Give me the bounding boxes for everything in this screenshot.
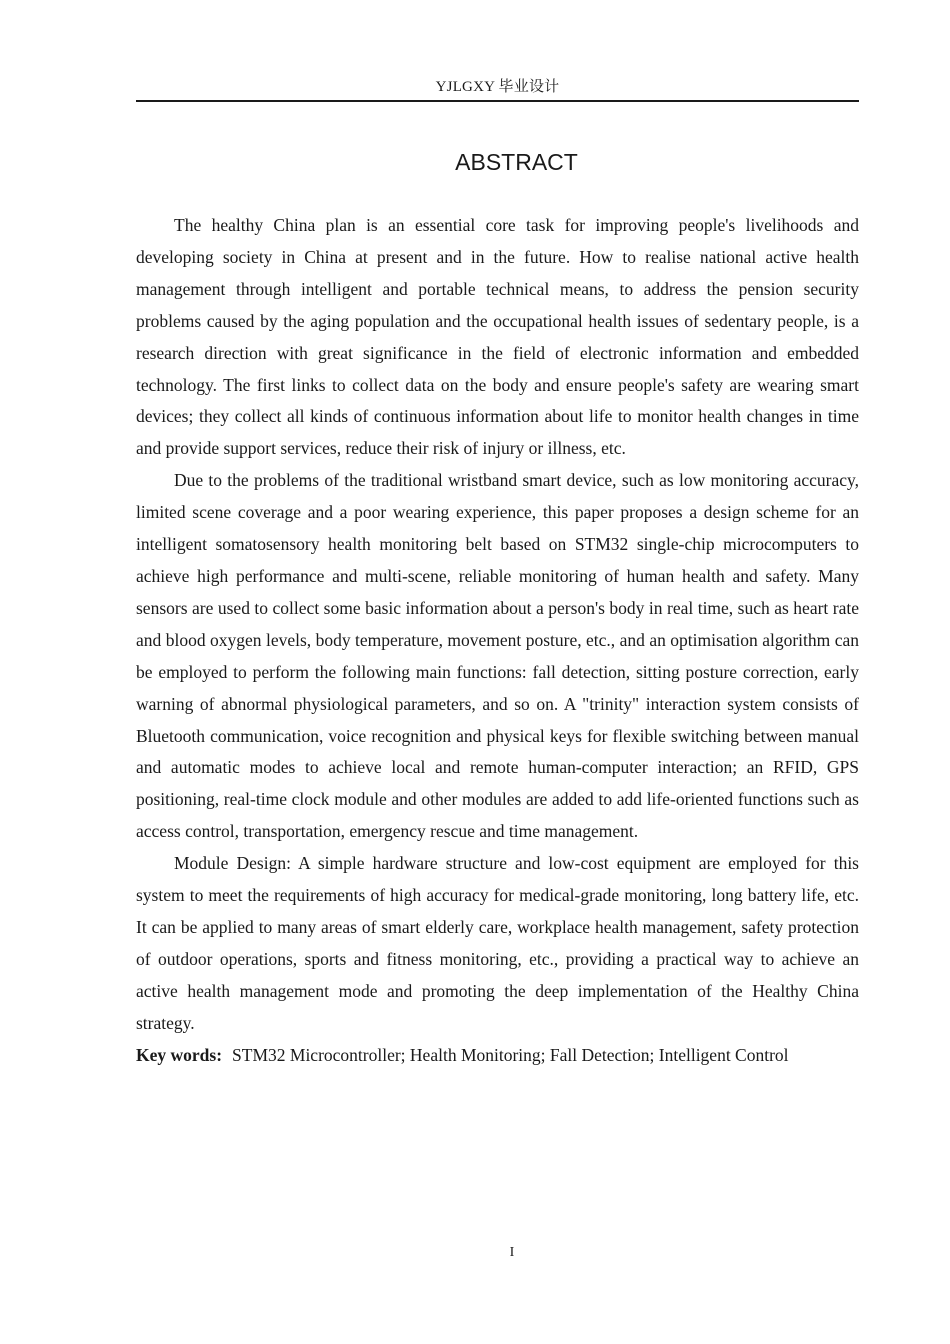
abstract-paragraph-2: Due to the problems of the traditional wristband smart device, such as low monitoring accuracy, limited scene coverage and a poor wearing experience, this paper proposes a design scheme for an intelligent somatosensory health monitoring belt based on STM32 single-chip microcomputers to achieve high performance and multi-scene, reliable monitoring of human health and safety. Many sensors are used to collect some basic information about a person's body in real time, such as heart rate and blood oxygen levels, body temperature, movement posture, etc., and an optimisation algorithm can be employed to perform the following main functions: fall detection, sitting posture correction, early warning of abnormal physiological parameters, and so on. A "trinity" interaction system consists of Bluetooth communication, voice recognition and physical keys for flexible switching between manual and automatic modes to achieve local and remote human-computer interaction; an RFID, GPS positioning, real-time clock module and other modules are added to add life-oriented functions such as access control, transportation, emergency rescue and time management. — [136, 470, 859, 842]
abstract-body — [136, 210, 859, 1071]
abstract-paragraph-3: Module Design: A simple hardware structure and low-cost equipment are employed for this system to meet the requirements of high accuracy for medical-grade monitoring, long battery life, etc. It can be applied to many areas of smart elderly care, workplace health management, safety protection of outdoor operations, sports and fitness monitoring, etc., providing a practical way to achieve an active health management mode and promoting the deep implementation of the Healthy China strategy. — [136, 853, 859, 1033]
abstract-title: ABSTRACT — [455, 149, 578, 175]
keywords-line — [136, 1040, 859, 1072]
header-rule — [136, 100, 859, 102]
abstract-paragraph-1: The healthy China plan is an essential core task for improving people's livelihoods and developing society in China at present and in the future. How to realise national active health management through intelligent and portable technical means, to address the pension security problems caused by the aging population and the occupational health issues of sedentary people, is a research direction with great significance in the field of electronic information and embedded technology. The first links to collect data on the body and ensure people's safety are wearing smart devices; they collect all kinds of continuous information about life to monitor health changes in time and provide support services, reduce their risk of injury or illness, etc. — [136, 215, 859, 459]
running-header: YJLGXY 毕业设计 — [435, 79, 560, 95]
page-number: I — [509, 1245, 515, 1260]
keywords-label: Key words: — [136, 1044, 223, 1065]
keywords-text: STM32 Microcontroller; Health Monitoring; Fall Detection; Intelligent Control — [232, 1044, 789, 1065]
